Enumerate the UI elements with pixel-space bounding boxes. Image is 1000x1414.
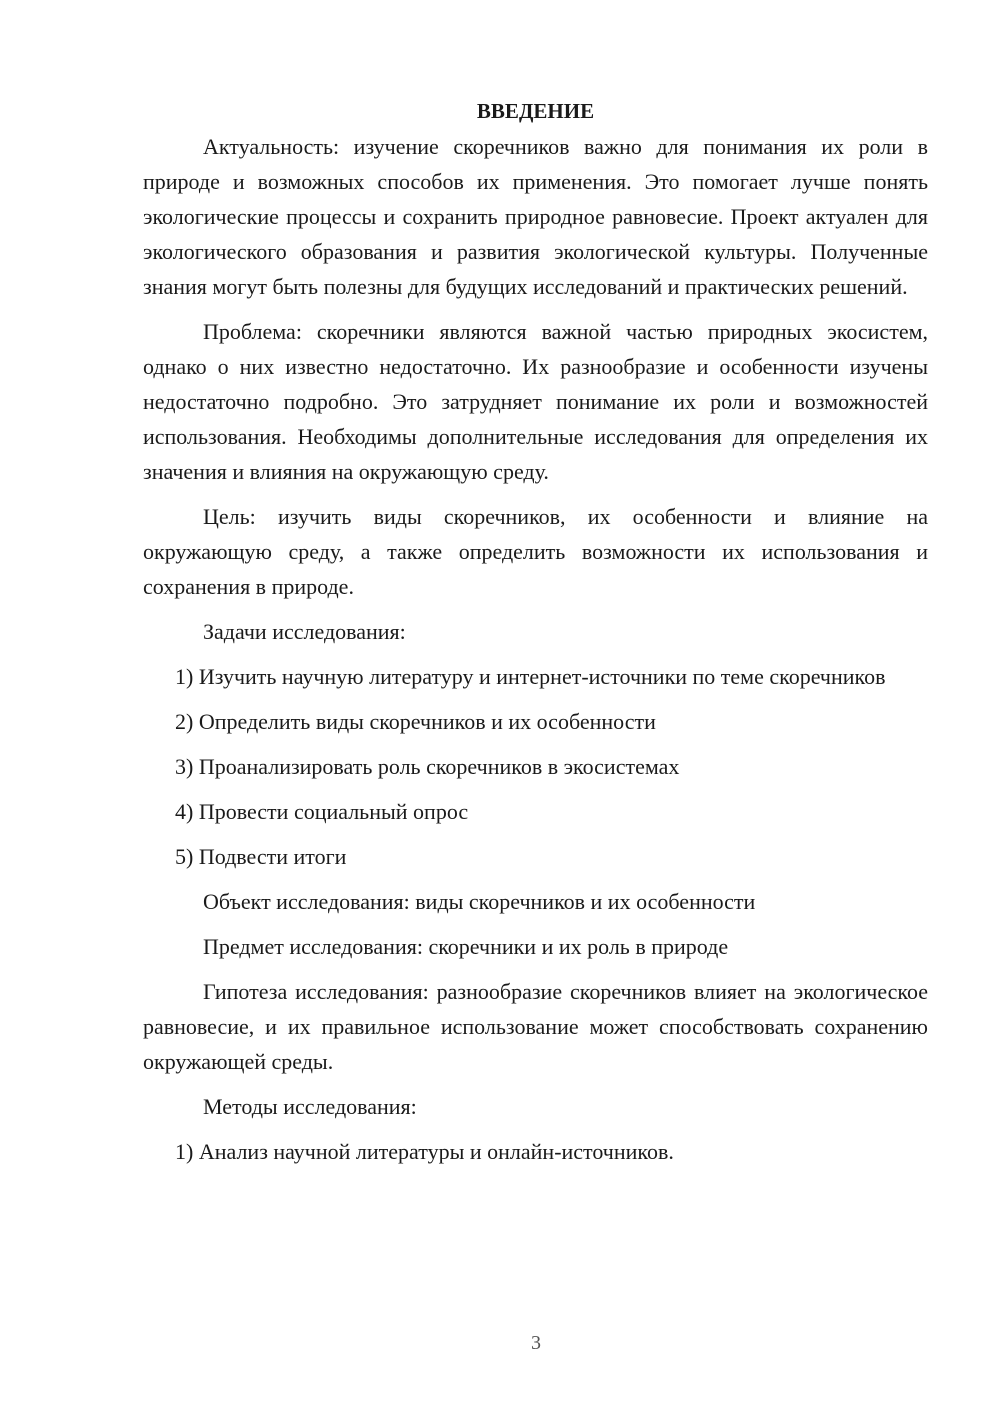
hypothesis-paragraph: Гипотеза исследования: разнообразие скоречников влияет на экологическое равновесие, и их правильное использование может способствовать сохранению окружающей среды. (143, 979, 928, 1074)
goal-paragraph: Цель: изучить виды скоречников, их особенности и влияние на окружающую среду, а также определить возможности их использования и сохранения в природе. (143, 504, 928, 599)
relevance-paragraph: Актуальность: изучение скоречников важно для понимания их роли в природе и возможных способов их применения. Это помогает лучше понять экологические процессы и сохранить природное равновесие. Проект актуален для экологического образования и развития экологической культуры. Полученные знания могут быть полезны для будущих исследований и практических решений. (143, 134, 928, 299)
task-item: 2) Определить виды скоречников и их особенности (175, 709, 656, 734)
document-page (143, 94, 928, 1169)
task-item: 4) Провести социальный опрос (175, 799, 469, 824)
object-paragraph: Объект исследования: виды скоречников и их особенности (203, 889, 756, 914)
problem-paragraph: Проблема: скоречники являются важной частью природных экосистем, однако о них известно недостаточно. Их разнообразие и особенности изучены недостаточно подробно. Это затрудняет понимание их роли и возможностей использования. Необходимы дополнительные исследования для определения их значения и влияния на окружающую среду. (143, 319, 928, 484)
task-item: 1) Изучить научную литературу и интернет-источники по теме скоречников (175, 664, 886, 689)
task-item: 5) Подвести итоги (175, 844, 347, 869)
tasks-heading: Задачи исследования: (203, 619, 406, 644)
page-number: 3 (531, 1332, 541, 1354)
methods-heading: Методы исследования: (203, 1094, 417, 1119)
task-item: 3) Проанализировать роль скоречников в экосистемах (175, 754, 680, 779)
subject-paragraph: Предмет исследования: скоречники и их роль в природе (203, 934, 729, 959)
page-title: ВВЕДЕНИЕ (476, 99, 595, 123)
method-item: 1) Анализ научной литературы и онлайн-источников. (175, 1139, 674, 1164)
